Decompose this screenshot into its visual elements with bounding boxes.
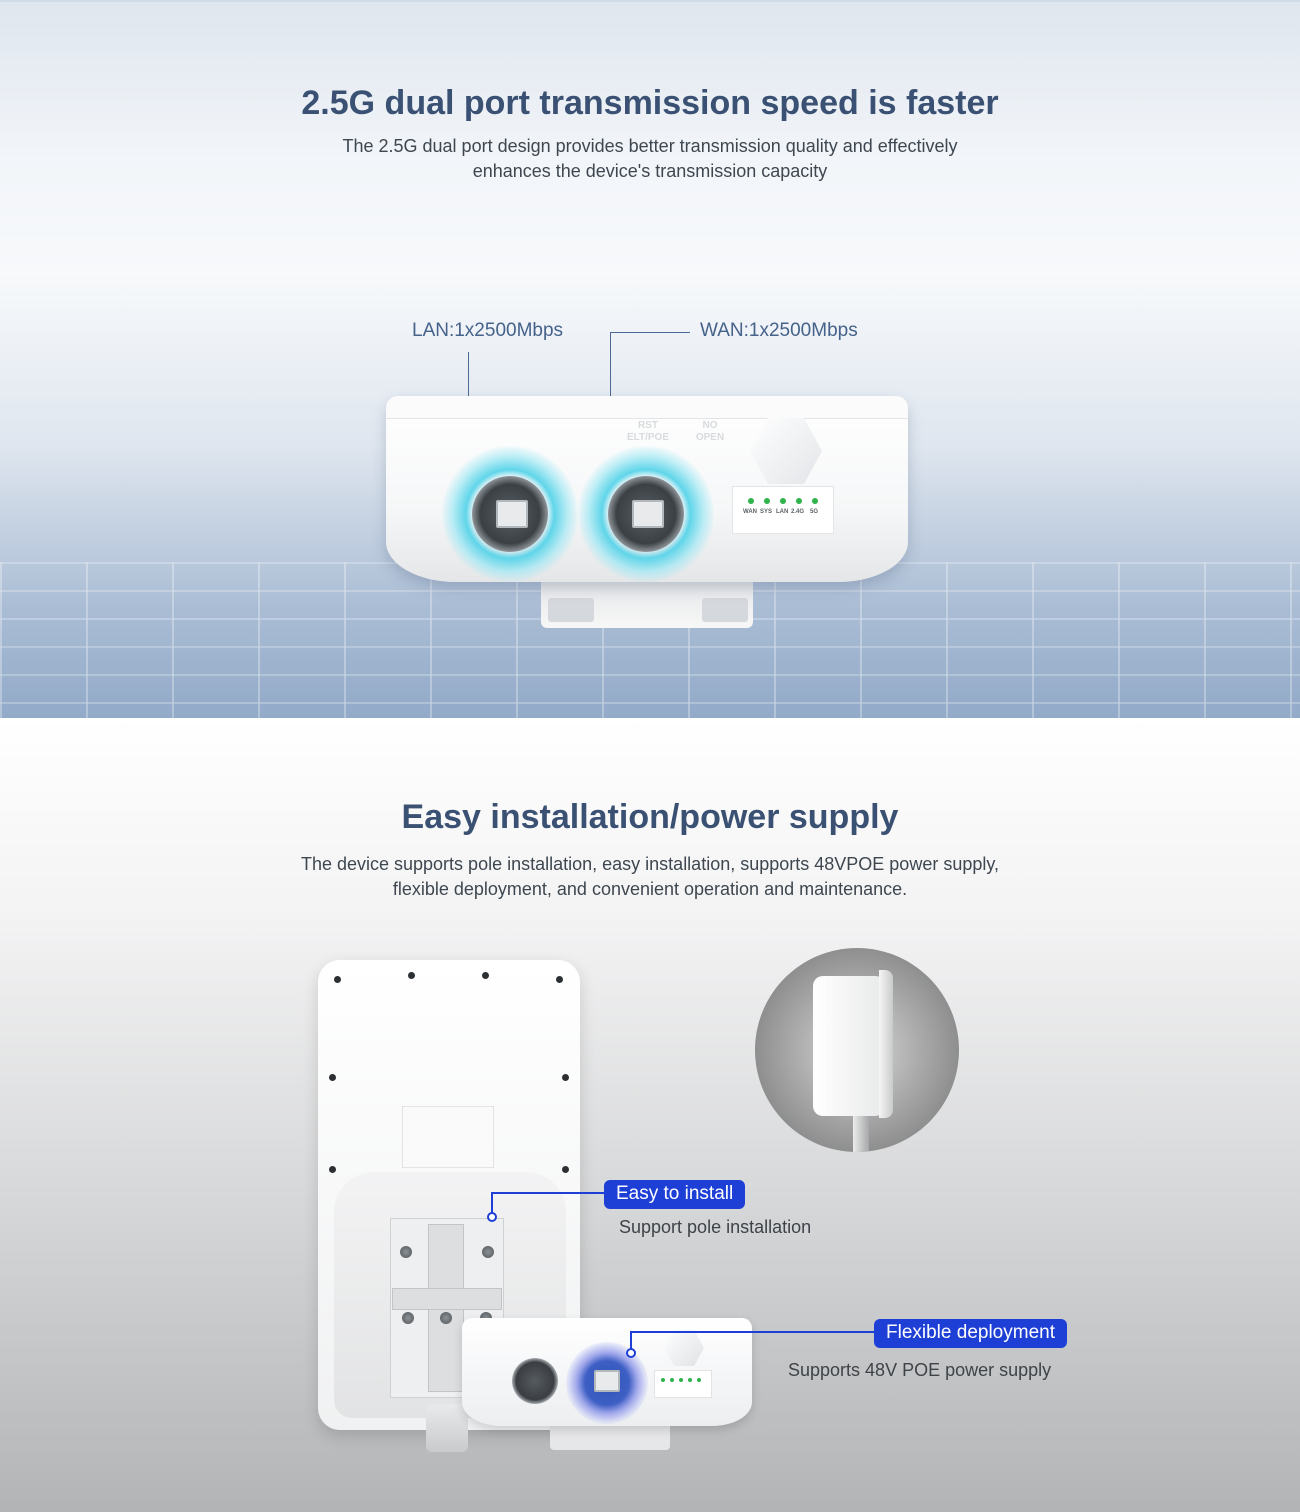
screw <box>562 1166 569 1173</box>
deploy-callout-line-v <box>630 1331 632 1349</box>
install-callout-line-v <box>491 1192 493 1214</box>
deploy-callout-dot <box>626 1348 636 1358</box>
router-lid <box>386 396 908 419</box>
section2-title: Easy installation/power supply <box>401 798 899 836</box>
screw <box>562 1074 569 1081</box>
bracket-crossbar <box>392 1288 502 1310</box>
lan-rj45-icon <box>496 500 528 528</box>
led-sys <box>764 498 770 504</box>
flexible-deployment-badge: Flexible deployment <box>874 1319 1067 1348</box>
led-label-wan: WAN <box>743 509 757 515</box>
section1-subtitle: The 2.5G dual port design provides better transmission quality and effectively enhances the device's transmission capacity <box>342 136 958 181</box>
led-lan <box>780 498 786 504</box>
wan-speed-label: WAN:1x2500Mbps <box>700 320 858 341</box>
screw <box>334 976 341 983</box>
mount-foot-right <box>702 598 748 622</box>
rst-poe-label: RST ELT/POE <box>626 420 670 443</box>
led-indicator-panel <box>732 486 834 534</box>
bracket-bolt <box>482 1246 494 1258</box>
install-callout-line-h <box>491 1192 605 1194</box>
open-label: NO OPEN <box>695 420 725 443</box>
led-2g <box>796 498 802 504</box>
device-label-plate <box>402 1106 494 1168</box>
screw <box>482 972 489 979</box>
led-label-sys: SYS <box>760 509 773 515</box>
pole-mounted-device-inset <box>755 948 959 1152</box>
led <box>670 1378 674 1382</box>
dual-port-section <box>0 0 1300 718</box>
screw <box>329 1166 336 1173</box>
wan-rj45-icon <box>632 500 664 528</box>
mini-panel-front <box>813 976 889 1116</box>
bracket-bolt <box>402 1312 414 1324</box>
mini-panel-side <box>879 970 893 1118</box>
led-label-5g: 5G <box>810 509 819 515</box>
deploy-callout-line-h <box>630 1331 876 1333</box>
section2-subtitle: The device supports pole installation, easy installation, supports 48VPOE power supply, flexible deployment, and convenient operation and maintenance. <box>300 854 1000 899</box>
led <box>679 1378 683 1382</box>
screw <box>556 976 563 983</box>
led-panel-small <box>654 1370 712 1398</box>
mounting-pole <box>853 1116 869 1152</box>
led-label-lan: LAN <box>776 509 789 515</box>
led <box>697 1378 701 1382</box>
poe-rj45-icon <box>594 1370 620 1392</box>
installation-section <box>0 718 1300 1512</box>
section1-title: 2.5G dual port transmission speed is faster <box>301 84 999 122</box>
screw <box>329 1074 336 1081</box>
bracket-bolt <box>400 1246 412 1258</box>
led <box>661 1378 665 1382</box>
led-wan <box>748 498 754 504</box>
led <box>688 1378 692 1382</box>
screw <box>408 972 415 979</box>
poe-power-desc: Supports 48V POE power supply <box>788 1360 1052 1380</box>
router-mount-small <box>550 1424 670 1450</box>
cable-gland <box>426 1404 468 1452</box>
mount-foot-left <box>548 598 594 622</box>
wan-leader-line-h <box>610 332 690 333</box>
pole-install-desc: Support pole installation <box>619 1217 812 1237</box>
bracket-bolt <box>440 1312 452 1324</box>
led-5g <box>812 498 818 504</box>
lan-port-small <box>512 1358 558 1404</box>
easy-install-badge: Easy to install <box>604 1180 745 1209</box>
led-label-2g: 2.4G <box>791 509 805 515</box>
lan-speed-label: LAN:1x2500Mbps <box>412 320 564 341</box>
